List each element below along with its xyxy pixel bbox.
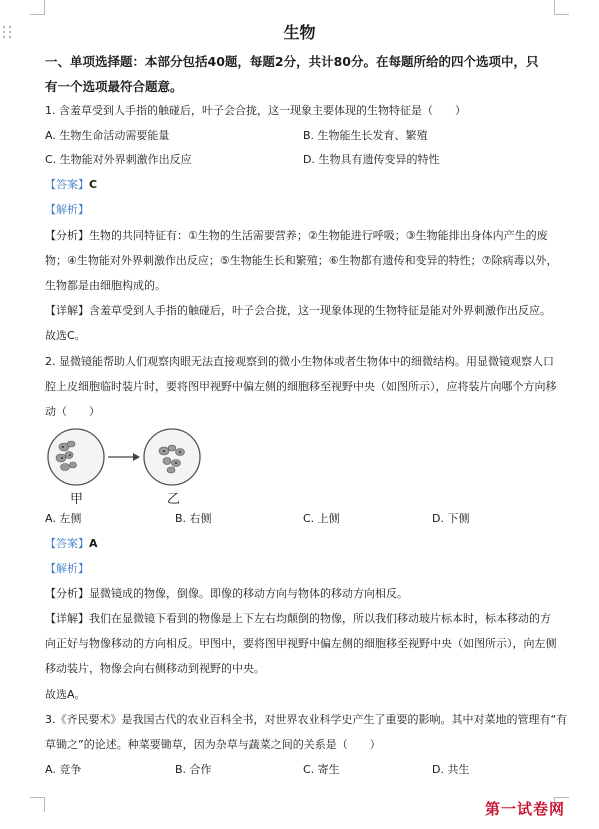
q1-fenxi-line1 — [45, 228, 560, 244]
q1-fenxi-line2: 物；④生物能对外界刺激作出反应；⑤生物能生长和繁殖；⑥生物都有遗传和变异的特性；⑦除病毒以外， — [45, 254, 558, 267]
q1-option-c: C. 生物能对外界刺激作出反应 — [45, 153, 192, 166]
section-heading-line1: 一、单项选择题：本部分包括40题，每题2分，共计80分。在每题所给的四个选项中，只 — [45, 54, 539, 69]
xiangjie-label: 【详解】 — [45, 304, 89, 317]
q3-option-d: D. 共生 — [432, 763, 470, 776]
q2-fenxi — [45, 586, 560, 602]
q3-stem-line2: 草锄之”的论述。种菜要锄草，因为杂草与蔬菜之间的关系是（ ） — [45, 738, 381, 751]
q1-answer — [45, 177, 560, 193]
q2-stem-line1: 2. 显微镜能帮助人们观察肉眼无法直接观察到的微小生物体或者生物体中的细微结构。用显微镜观察人口 — [45, 355, 554, 368]
q2-answer — [45, 536, 560, 552]
site-watermark: 第一试卷网 — [484, 800, 565, 818]
crop-mark — [30, 0, 45, 15]
fenxi-text: 生物的共同特征有：①生物的生活需要营养；②生物能进行呼吸；③生物能排出身体内产生的废 — [89, 229, 548, 242]
q2-option-a: A. 左侧 — [45, 512, 82, 525]
q3-option-b: B. 合作 — [175, 763, 212, 776]
q2-xiangjie-line1 — [45, 611, 560, 627]
q1-xiangjie — [45, 303, 560, 319]
answer-value: C — [89, 178, 98, 191]
q2-analysis-label: 【解析】 — [45, 562, 89, 575]
q2-xiangjie-line3: 移动装片，物像会向右侧移动到视野的中央。 — [45, 662, 265, 675]
q3-option-a: A. 竞争 — [45, 763, 82, 776]
arrow-head-icon — [133, 453, 140, 461]
fenxi-label: 【分析】 — [45, 587, 89, 600]
q1-option-a: A. 生物生命活动需要能量 — [45, 129, 170, 142]
q1-option-d: D. 生物具有遗传变异的特性 — [303, 153, 440, 166]
field-of-view-yi — [144, 429, 200, 485]
q3-option-c: C. 寄生 — [303, 763, 340, 776]
answer-label: 【答案】 — [45, 537, 89, 550]
q2-option-c: C. 上侧 — [303, 512, 340, 525]
crop-mark — [554, 0, 569, 15]
q1-option-b: B. 生物能生长发育、繁殖 — [303, 129, 428, 142]
fenxi-text: 显微镜成的物像，倒像。即像的移动方向与物体的移动方向相反。 — [89, 587, 408, 600]
xiangjie-text: 含羞草受到人手指的触碰后，叶子会合拢，这一现象体现的生物特征是能对外界刺激作出反应。 — [89, 304, 551, 317]
fenxi-label: 【分析】 — [45, 229, 89, 242]
answer-label: 【答案】 — [45, 178, 89, 191]
field-of-view-jia — [48, 429, 104, 485]
xiangjie-text: 我们在显微镜下看到的物像是上下左右均颠倒的物像，所以我们移动玻片标本时，标本移动的方 — [89, 612, 551, 625]
q2-option-d: D. 下侧 — [432, 512, 470, 525]
q3-stem-line1: 3.《齐民要术》是我国古代的农业百科全书，对世界农业科学史产生了重要的影响。其中对菜地的管理有“有 — [45, 713, 568, 726]
page-title: 生物 — [283, 23, 316, 42]
answer-value: A — [89, 537, 98, 550]
figure-label-yi: 乙 — [167, 492, 181, 507]
q2-conclusion: 故选A。 — [45, 688, 86, 701]
section-heading-line2: 有一个选项最符合题意。 — [45, 79, 183, 94]
q2-stem-line3: 动（ ） — [45, 405, 100, 418]
xiangjie-label: 【详解】 — [45, 612, 89, 625]
q1-analysis-label: 【解析】 — [45, 203, 89, 216]
microscope-field-figure — [40, 425, 220, 505]
q2-stem-line2: 腔上皮细胞临时装片时，要将图甲视野中偏左侧的细胞移至视野中央（如图所示），应将装片向哪个方向移 — [45, 380, 557, 393]
q1-fenxi-line3: 生物都是由细胞构成的。 — [45, 279, 166, 292]
q1-stem: 1. 含羞草受到人手指的触碰后，叶子会合拢，这一现象主要体现的生物特征是（ ） — [45, 104, 466, 117]
figure-label-jia: 甲 — [70, 492, 84, 507]
q2-xiangjie-line2: 向正好与物像移动的方向相反。甲图中，要将图甲视野中偏左侧的细胞移至视野中央（如图所示），向左侧 — [45, 637, 557, 650]
q2-option-b: B. 右侧 — [175, 512, 212, 525]
q1-conclusion: 故选C。 — [45, 329, 86, 342]
crop-mark — [30, 797, 45, 812]
